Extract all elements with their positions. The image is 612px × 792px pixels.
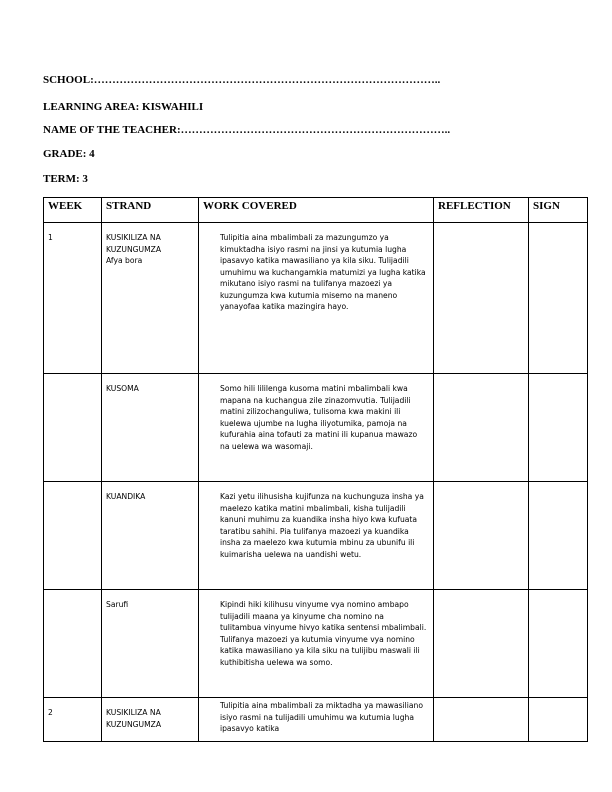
work-covered-cell: Tulipitia aina mbalimbali za mazungumzo ya kimuktadha isiyo rasmi na jinsi ya kutumia lugha ipasavyo katika mawasiliano ya kila siku. Tulijadili umuhimu wa kuchangamkia matumizi ya lugha katika mikutano isiyo rasmi na tulifanya mazoezi ya kuzungumza kwa kutumia misemo na maneno yanayofaa katika mazingira hayo.	[199, 223, 434, 374]
strand-line: KUANDIKA	[106, 492, 146, 501]
strand-line: Afya bora	[106, 256, 143, 265]
reflection-cell[interactable]	[434, 590, 529, 698]
week-cell	[44, 374, 102, 482]
work-covered-cell: Kazi yetu ilihusisha kujifunza na kuchunguza insha ya maelezo katika matini mbalimbali, kisha tulijadili kanuni muhimu za kuandika insha hiyo kwa kufuata taratibu sahihi. Pia tulifanya mazoezi ya kuandika insha za maelezo kwa kutumia mbinu za ubunifu ili kuimarisha uelewa na uandishi wetu.	[199, 482, 434, 590]
col-header-week: WEEK	[44, 198, 102, 223]
table-row	[44, 223, 588, 374]
table-header-row	[44, 198, 588, 223]
reflection-cell[interactable]	[434, 482, 529, 590]
table-row	[44, 374, 588, 482]
record-of-work-table	[43, 197, 588, 742]
school-field: SCHOOL:…………………………………………………………………………………..	[43, 74, 441, 86]
learning-area: LEARNING AREA: KISWAHILI	[43, 101, 204, 113]
week-cell	[44, 223, 102, 374]
week-cell	[44, 482, 102, 590]
strand-cell	[102, 223, 199, 374]
work-covered-cell: Tulipitia aina mbalimbali za miktadha ya mawasiliano isiyo rasmi na tulijadili umuhimu wa kutumia lugha ipasavyo katika	[199, 698, 434, 742]
sign-cell[interactable]	[529, 698, 588, 742]
strand-cell	[102, 482, 199, 590]
work-covered-cell: Somo hili lililenga kusoma matini mbalimbali kwa mapana na kuchangua zile zinazomvutia. Tulijadili matini zilizochanguliwa, tulisoma kwa makini ili kuelewa ujumbe na lugha iliyotumika, pamoja na kufurahia aina tofauti za matini ili kupanua mawazo na uelewa wa wasomaji.	[199, 374, 434, 482]
grade: GRADE: 4	[43, 148, 95, 160]
col-header-strand: STRAND	[102, 198, 199, 223]
table-row	[44, 590, 588, 698]
term: TERM: 3	[43, 173, 88, 185]
reflection-cell[interactable]	[434, 374, 529, 482]
week-number: 1	[48, 233, 53, 242]
strand-cell	[102, 590, 199, 698]
sign-cell[interactable]	[529, 590, 588, 698]
teacher-name-field: NAME OF THE TEACHER:………………………………………………………………..	[43, 124, 451, 136]
strand-line: KUSIKILIZA NA	[106, 708, 161, 717]
work-covered-cell: Kipindi hiki kilihusu vinyume vya nomino ambapo tulijadili maana ya kinyume cha nomino na tulitambua vinyume hivyo katika sentensi mbalimbali. Tulifanya mazoezi ya kutumia vinyume vya nomino katika mawasiliano ya kila siku na tulijibu maswali ili kuthibitisha uelewa wa somo.	[199, 590, 434, 698]
strand-cell	[102, 374, 199, 482]
week-cell	[44, 590, 102, 698]
reflection-cell[interactable]	[434, 698, 529, 742]
strand-line: KUZUNGUMZA	[106, 244, 162, 254]
week-cell	[44, 698, 102, 742]
strand-line: KUSIKILIZA NA	[106, 233, 161, 242]
sign-cell[interactable]	[529, 482, 588, 590]
col-header-sign: SIGN	[529, 198, 588, 223]
strand-line: Sarufi	[106, 600, 129, 609]
week-number: 2	[48, 708, 53, 717]
strand-cell	[102, 698, 199, 742]
col-header-work-covered: WORK COVERED	[199, 198, 434, 223]
table-row	[44, 482, 588, 590]
sign-cell[interactable]	[529, 223, 588, 374]
table-row	[44, 698, 588, 742]
strand-line: KUSOMA	[106, 384, 139, 393]
col-header-reflection: REFLECTION	[434, 198, 529, 223]
sign-cell[interactable]	[529, 374, 588, 482]
reflection-cell[interactable]	[434, 223, 529, 374]
strand-line: KUZUNGUMZA	[106, 719, 162, 729]
